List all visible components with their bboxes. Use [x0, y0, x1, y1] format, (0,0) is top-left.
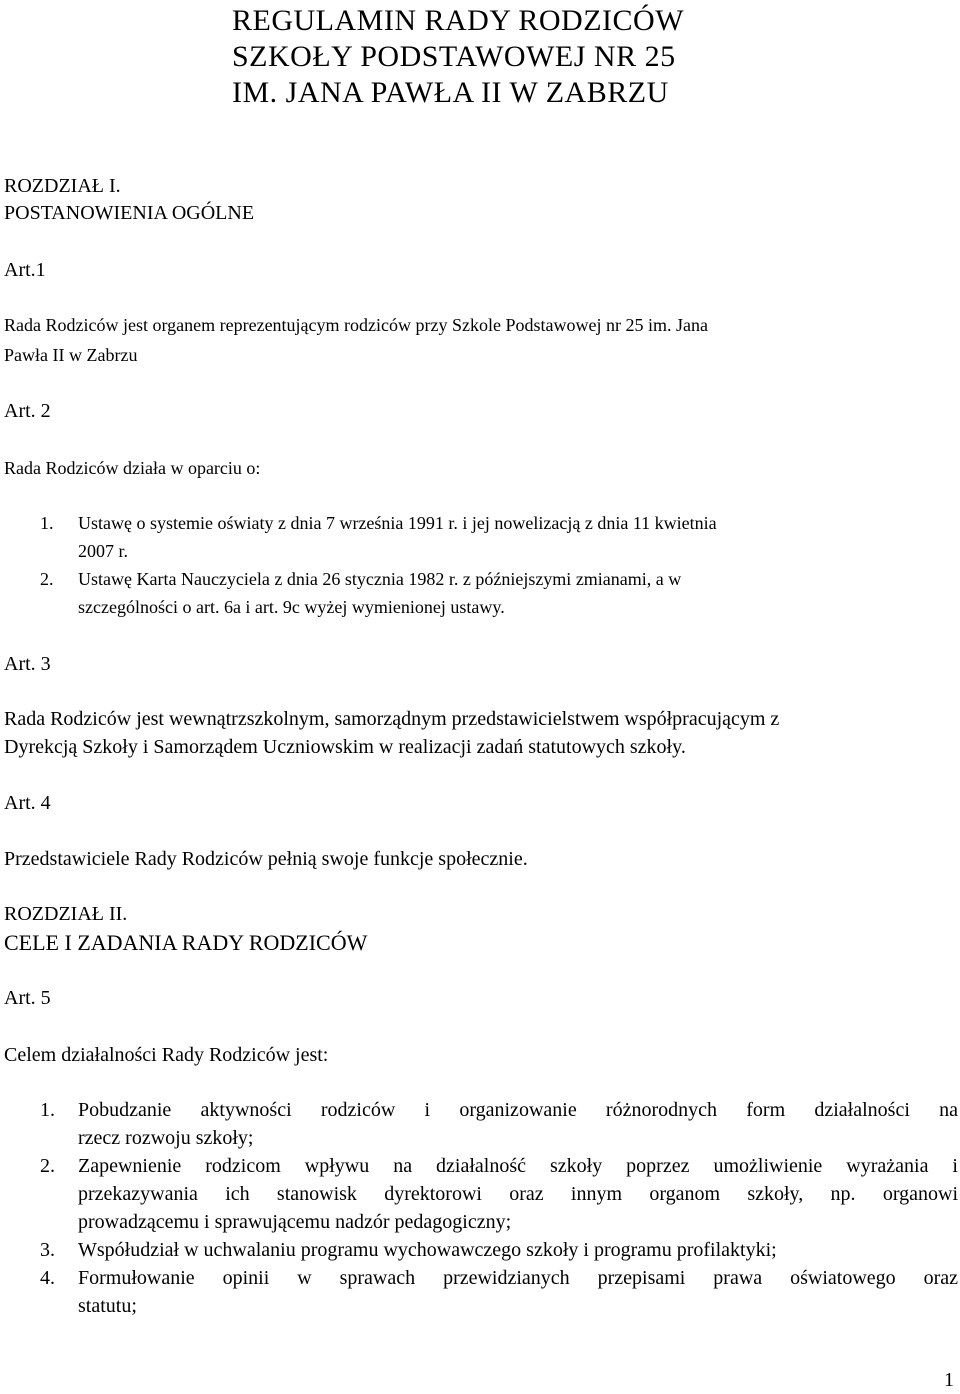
art-2-heading: Art. 2 [4, 400, 51, 422]
art-3-heading: Art. 3 [4, 653, 51, 675]
chapter-1-label: ROZDZIAŁ I. [4, 175, 121, 197]
art-2-item-1-line-1: Ustawę o systemie oświaty z dnia 7 września 1991 r. i jej nowelizacją z dnia 11 kwietnia [78, 513, 717, 533]
art-2-item-2-line-1: Ustawę Karta Nauczyciela z dnia 26 stycznia 1982 r. z późniejszymi zmianami, a w [78, 569, 682, 589]
art-5-item-3-line-1: Współudział w uchwalaniu programu wychowawczego szkoły i programu profilaktyki; [78, 1239, 777, 1261]
art-3-text-line-2: Dyrekcją Szkoły i Samorządem Uczniowskim w realizacji zadań statutowych szkoły. [4, 736, 686, 758]
art-5-item-1-line-2: rzecz rozwoju szkoły; [78, 1127, 254, 1149]
art-2-item-2-line-2: szczególności o art. 6a i art. 9c wyżej wymienionej ustawy. [78, 597, 505, 617]
title-line-3: IM. JANA PAWŁA II W ZABRZU [232, 76, 669, 109]
art-4-heading: Art. 4 [4, 792, 51, 814]
chapter-2-label: ROZDZIAŁ II. [4, 903, 128, 925]
art-5-item-2-line-3: prowadzącemu i sprawującemu nadzór pedagogiczny; [78, 1211, 512, 1233]
chapter-2-name: CELE I ZADANIA RADY RODZICÓW [4, 930, 368, 955]
title-line-1: REGULAMIN RADY RODZICÓW [232, 4, 685, 37]
chapter-1-name: POSTANOWIENIA OGÓLNE [4, 202, 255, 224]
art-2-item-1-line-2: 2007 r. [78, 541, 129, 561]
title-line-2: SZKOŁY PODSTAWOWEJ NR 25 [232, 40, 676, 73]
art-5-item-3-number: 3. [40, 1239, 55, 1261]
art-5-item-4-line-1: Formułowanie opinii w sprawach przewidzianych przepisami prawa oświatowego oraz [78, 1267, 958, 1289]
art-5-item-1-line-1: Pobudzanie aktywności rodziców i organizowanie różnorodnych form działalności na [78, 1099, 958, 1121]
page-number: 1 [944, 1369, 954, 1391]
art-2-intro: Rada Rodziców działa w oparciu o: [4, 458, 261, 478]
art-5-item-1-number: 1. [40, 1099, 55, 1121]
art-5-item-2-number: 2. [40, 1155, 55, 1177]
art-5-item-4-number: 4. [40, 1267, 55, 1289]
art-5-item-2-line-2: przekazywania ich stanowisk dyrektorowi oraz innym organom szkoły, np. organowi [78, 1183, 958, 1205]
art-2-item-2-number: 2. [40, 569, 54, 589]
art-1-text-line-2: Pawła II w Zabrzu [4, 345, 138, 365]
art-2-item-1-number: 1. [40, 513, 54, 533]
art-3-text-line-1: Rada Rodziców jest wewnątrzszkolnym, samorządnym przedstawicielstwem współpracującym z [4, 708, 780, 730]
art-5-intro: Celem działalności Rady Rodziców jest: [4, 1044, 329, 1066]
art-5-item-4-line-2: statutu; [78, 1295, 137, 1317]
art-5-item-2-line-1: Zapewnienie rodzicom wpływu na działalność szkoły poprzez umożliwienie wyrażania i [78, 1155, 958, 1177]
art-1-text-line-1: Rada Rodziców jest organem reprezentującym rodziców przy Szkole Podstawowej nr 25 im. Jana [4, 315, 708, 335]
art-5-heading: Art. 5 [4, 987, 51, 1009]
art-4-text: Przedstawiciele Rady Rodziców pełnią swoje funkcje społecznie. [4, 848, 528, 870]
art-1-heading: Art.1 [4, 259, 46, 281]
